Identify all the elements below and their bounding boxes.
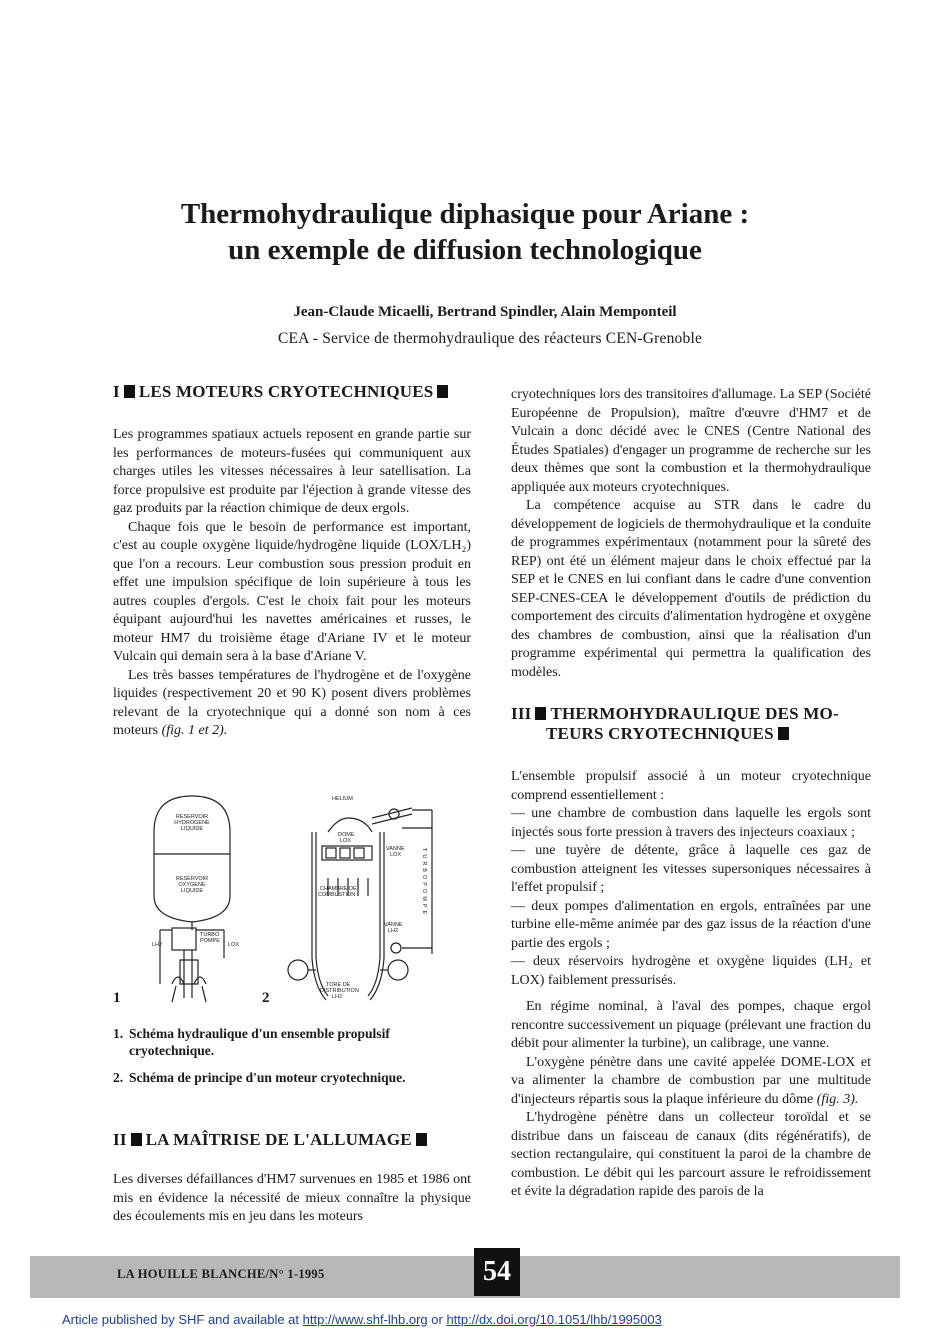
section-1-number: I — [113, 382, 120, 401]
fig2-label: LH2 — [388, 928, 399, 934]
figures-diagram — [132, 788, 452, 1010]
journal-name: LA HOUILLE BLANCHE/N° 1-1995 — [117, 1267, 325, 1281]
fig2-label: DOME — [338, 832, 355, 838]
page-number: 54 — [474, 1248, 520, 1296]
section-1-title: LES MOTEURS CRYOTECHNIQUES — [138, 382, 434, 401]
square-bullet-icon — [124, 385, 135, 398]
fig1-label: RESERVOIR — [175, 876, 209, 882]
fig2-label: COMBUSTION — [318, 892, 356, 898]
column-1-body — [113, 426, 471, 741]
fig2-label: LOX — [390, 852, 402, 858]
paragraph: La compétence acquise au STR dans le cadre du développement de logiciels de thermohydraulique et la conduite de programmes expérimentaux (notamment pour la sûreté des REP) ont été un élément majeur dans le choix effectué par la SEP et le CNES en lui confiant dans le cadre d'une convention SEP-CNES-CEA le développement d'outils de prédiction du comportement des circuits d'alimentation hydrogène et oxygène des chambres de combustion, ainsi que la réalisation d'un programme expérimental qui permettra la qualification des modèles. — [511, 498, 871, 680]
section-2-number: II — [113, 1130, 127, 1149]
figure-reference: (fig. 1 et 2). — [161, 723, 228, 738]
lh2-valve-icon — [391, 943, 401, 953]
authors: Jean-Claude Micaelli, Bertrand Spindler, Alain Memponteil — [293, 304, 677, 320]
paragraph — [113, 667, 471, 741]
figure-1-caption — [113, 1025, 471, 1059]
column-2-body — [511, 386, 871, 682]
figure-2-number: 2 — [262, 990, 270, 1006]
paragraph: Chaque fois que le besoin de performance est important, c'est au couple oxygène liquide/hydrogène liquide (LOX/LH₂) que l'on a recours. Leur combustion sous pression produit en effet une impulsion spécifique de loin supérieure à tous les autres couples d'ergols. C'est le choix fait pour les moteurs équipant aujourd'hui les navettes américaines et russes, le moteur HM7 du troisième étage d'Ariane IV et le moteur Vulcain qui demain sera à la base d'Ariane V. — [113, 519, 471, 664]
caption-number: 2. — [113, 1070, 124, 1085]
fig2-label: TURBOPOMPE — [421, 848, 427, 918]
publication-text: or — [427, 1312, 447, 1327]
torus-right-icon — [388, 960, 408, 980]
dome-outline — [328, 818, 372, 832]
section-2-title: LA MAÎTRISE DE L'ALLUMAGE — [145, 1130, 412, 1149]
fig2-label: TORE DE — [326, 982, 351, 988]
shf-link[interactable]: http://www.shf-lhb.org — [302, 1312, 428, 1327]
fig1-label: LH2 — [152, 942, 163, 948]
section-3-number: III — [511, 704, 532, 723]
fig1-label: OXYGENE — [178, 882, 206, 888]
fig1-label: LOX — [228, 942, 240, 948]
paragraph: L'ensemble propulsif associé à un moteur cryotechnique comprend essentiellement : — [511, 769, 871, 803]
fig2-label: VANNE — [386, 846, 405, 852]
list-item: — une tuyère de détente, grâce à laquelle ces gaz de combustion atteignent les vitesses supersoniques nécessaires à l'effet propulsif ; — [511, 843, 871, 895]
title-line-2: un exemple de diffusion technologique — [228, 234, 702, 266]
square-bullet-icon — [535, 707, 546, 720]
section-3-title-a: THERMOHYDRAULIQUE DES MO- — [550, 704, 839, 723]
square-bullet-icon — [778, 727, 789, 740]
paragraph — [511, 1054, 871, 1110]
figure-1-number: 1 — [113, 990, 121, 1006]
fig2-label: VANNE — [384, 922, 403, 928]
nozzle-right-wall — [368, 832, 380, 996]
paragraph: Les programmes spatiaux actuels reposent en grande partie sur les performances de moteurs-fusées qui communiquent aux charges utiles les vitesses nécessaires à leur satellisation. La force propulsive est produite par l'éjection à grande vitesse des gaz produits par la réaction chimique de deux ergols. — [113, 427, 471, 516]
square-bullet-icon — [416, 1133, 427, 1146]
list-item: — deux pompes d'alimentation en ergols, entraînées par une turbine elle-même animée par des gaz issus de la réaction d'une partie des ergols ; — [511, 898, 871, 951]
fig1-label: TURBO — [200, 932, 220, 938]
publication-text: Article published by SHF and available at — [62, 1312, 303, 1327]
fig2-label: HELIUM — [332, 796, 353, 802]
fig1-label: HYDROGENE — [174, 820, 210, 826]
publication-note — [62, 1312, 662, 1327]
paragraph-text: L'oxygène pénètre dans une cavité appelée DOME-LOX et va alimenter la chambre de combustion par une multitude d'injecteurs répartis sous la plaque inférieure du dôme — [511, 1054, 871, 1107]
caption-text: Schéma de principe d'un moteur cryotechnique. — [129, 1070, 406, 1085]
paragraph: cryotechniques lors des transitoires d'allumage. La SEP (Société Européenne de Propulsion), maître d'œuvre d'HM7 et de Vulcain a donc décidé avec le CNES (Centre National des Études Spatiales) d'engager un programme de recherche sur les deux thèmes que sont la combustion et la thermohydraulique appliquée aux moteurs cryotechniques. — [511, 387, 871, 495]
caption-text: Schéma hydraulique d'un ensemble propulsif cryotechnique. — [129, 1026, 390, 1058]
section-2-heading — [113, 1130, 431, 1150]
square-bullet-icon — [131, 1133, 142, 1146]
paragraph: En régime nominal, à l'aval des pompes, chaque ergol rencontre successivement un piquage (prélevant une fraction du débit pour alimenter la turbine), un calibrage, une vanne. — [511, 999, 871, 1051]
section-1-heading — [113, 382, 452, 402]
figure-reference: (fig. 3). — [816, 1091, 859, 1107]
fig1-label: POMPE — [200, 938, 220, 944]
paragraph: L'hydrogène pénètre dans un collecteur toroïdal et se distribue dans un faisceau de canaux (dits régénératifs), de section rectangulaire, qui constituent la paroi de la chambre de combustion. Le débit qui les parcourt assure le refroidissement et évite la dégradation rapide des parois de la — [511, 1110, 871, 1199]
turbopump-box — [172, 928, 196, 950]
torus-left-icon — [288, 960, 308, 980]
paragraph-text: Les très basses températures de l'hydrogène et de l'oxygène liquides (respectivement 20 et 90 K) posent divers problèmes relevant de la cryotechnique qui a donné son nom à ces moteurs — [113, 667, 471, 738]
fig1-label: RESERVOIR — [175, 814, 209, 820]
title-line-1: Thermohydraulique diphasique pour Ariane : — [180, 198, 750, 230]
section-3-title-b: TEURS CRYOTECHNIQUES — [546, 724, 774, 743]
affiliation: CEA - Service de thermohydraulique des réacteurs CEN-Grenoble — [277, 330, 703, 347]
fig2-label: CHAMBRE DE — [320, 886, 357, 892]
fig1-label: LIQUIDE — [180, 826, 204, 832]
fig2-label: LOX — [340, 838, 352, 844]
section-2-body — [113, 1171, 471, 1227]
figure-2-caption — [113, 1069, 471, 1086]
paragraph: Les diverses défaillances d'HM7 survenues en 1985 et 1986 ont mis en évidence la nécessité de mieux connaître la physique des écoulements mis en jeu dans les moteurs — [113, 1172, 471, 1224]
article-title — [0, 196, 930, 268]
fig2-label: DISTRIBUTION — [320, 988, 359, 994]
section-3-heading — [511, 704, 871, 744]
helium-valve-icon — [389, 809, 399, 819]
list-item: — une chambre de combustion dans laquelle les ergols sont injectés sous forte pression à travers des injecteurs coaxiaux ; — [511, 806, 871, 840]
fig2-label: LH2 — [332, 994, 343, 1000]
fig1-label: LIQUIDE — [180, 888, 204, 894]
caption-number: 1. — [113, 1026, 124, 1041]
doi-link[interactable]: http://dx.doi.org/10.1051/lhb/1995003 — [446, 1312, 662, 1327]
list-item: — deux réservoirs hydrogène et oxygène liquides (LH₂ et LOX) faiblement pressurisés. — [511, 954, 871, 988]
square-bullet-icon — [437, 385, 448, 398]
section-3-body — [511, 768, 871, 1202]
